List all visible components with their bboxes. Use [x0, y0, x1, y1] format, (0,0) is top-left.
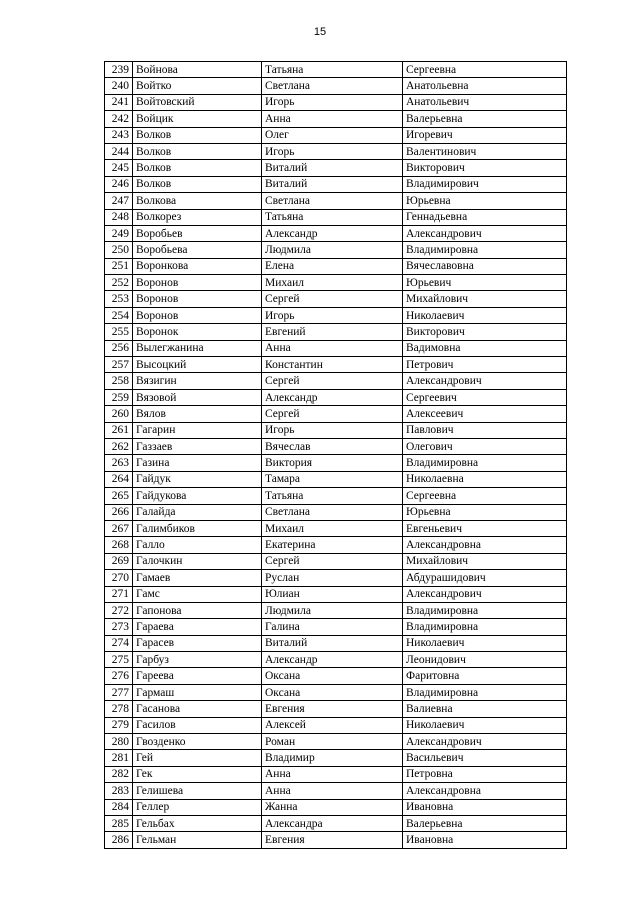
table-row	[105, 225, 567, 241]
middle-name: Владимировна	[403, 455, 567, 471]
first-name: Александр	[262, 225, 403, 241]
table-row	[105, 717, 567, 733]
row-number: 284	[105, 799, 133, 815]
middle-name: Сергеевна	[403, 488, 567, 504]
first-name: Михаил	[262, 520, 403, 536]
middle-name: Александрович	[403, 225, 567, 241]
first-name: Анна	[262, 340, 403, 356]
last-name: Гельбах	[133, 815, 262, 831]
row-number: 258	[105, 373, 133, 389]
middle-name: Александровна	[403, 537, 567, 553]
table-row	[105, 143, 567, 159]
last-name: Волкорез	[133, 209, 262, 225]
last-name: Вялов	[133, 406, 262, 422]
first-name: Виталий	[262, 160, 403, 176]
row-number: 248	[105, 209, 133, 225]
middle-name: Анатольевна	[403, 78, 567, 94]
last-name: Войнова	[133, 62, 262, 78]
first-name: Людмила	[262, 242, 403, 258]
middle-name: Владимирович	[403, 176, 567, 192]
table-row	[105, 701, 567, 717]
row-number: 261	[105, 422, 133, 438]
table-row	[105, 307, 567, 323]
table-row	[105, 750, 567, 766]
first-name: Жанна	[262, 799, 403, 815]
middle-name: Вячеславовна	[403, 258, 567, 274]
table-row	[105, 62, 567, 78]
table-row	[105, 488, 567, 504]
first-name: Елена	[262, 258, 403, 274]
middle-name: Николаевна	[403, 471, 567, 487]
table-row	[105, 553, 567, 569]
middle-name: Анатольевич	[403, 94, 567, 110]
row-number: 285	[105, 815, 133, 831]
last-name: Геллер	[133, 799, 262, 815]
first-name: Виталий	[262, 176, 403, 192]
row-number: 281	[105, 750, 133, 766]
middle-name: Владимировна	[403, 242, 567, 258]
middle-name: Игоревич	[403, 127, 567, 143]
last-name: Гарасев	[133, 635, 262, 651]
first-name: Евгения	[262, 832, 403, 848]
first-name: Александра	[262, 815, 403, 831]
row-number: 264	[105, 471, 133, 487]
last-name: Гвозденко	[133, 734, 262, 750]
last-name: Волков	[133, 127, 262, 143]
last-name: Газзаев	[133, 438, 262, 454]
page-number: 15	[313, 26, 327, 38]
first-name: Сергей	[262, 291, 403, 307]
table-row	[105, 586, 567, 602]
table-row	[105, 258, 567, 274]
middle-name: Владимировна	[403, 684, 567, 700]
last-name: Волкова	[133, 193, 262, 209]
last-name: Войтко	[133, 78, 262, 94]
last-name: Гелишева	[133, 783, 262, 799]
last-name: Гарбуз	[133, 652, 262, 668]
table-row	[105, 799, 567, 815]
table-row	[105, 78, 567, 94]
table-row	[105, 455, 567, 471]
row-number: 268	[105, 537, 133, 553]
middle-name: Николаевич	[403, 635, 567, 651]
middle-name: Николаевич	[403, 717, 567, 733]
middle-name: Алексеевич	[403, 406, 567, 422]
first-name: Михаил	[262, 275, 403, 291]
last-name: Гек	[133, 766, 262, 782]
last-name: Войтовский	[133, 94, 262, 110]
table-row	[105, 815, 567, 831]
middle-name: Михайлович	[403, 553, 567, 569]
row-number: 270	[105, 570, 133, 586]
row-number: 279	[105, 717, 133, 733]
row-number: 244	[105, 143, 133, 159]
first-name: Людмила	[262, 602, 403, 618]
first-name: Евгений	[262, 324, 403, 340]
table-row	[105, 340, 567, 356]
last-name: Воронкова	[133, 258, 262, 274]
table-row	[105, 602, 567, 618]
last-name: Гармаш	[133, 684, 262, 700]
last-name: Галло	[133, 537, 262, 553]
last-name: Гараева	[133, 619, 262, 635]
first-name: Сергей	[262, 406, 403, 422]
first-name: Александр	[262, 652, 403, 668]
row-number: 247	[105, 193, 133, 209]
row-number: 262	[105, 438, 133, 454]
middle-name: Юрьевич	[403, 275, 567, 291]
table-row	[105, 570, 567, 586]
last-name: Воронов	[133, 275, 262, 291]
middle-name: Николаевич	[403, 307, 567, 323]
row-number: 282	[105, 766, 133, 782]
first-name: Роман	[262, 734, 403, 750]
table-row	[105, 520, 567, 536]
first-name: Сергей	[262, 373, 403, 389]
middle-name: Владимировна	[403, 619, 567, 635]
middle-name: Леонидович	[403, 652, 567, 668]
table-row	[105, 242, 567, 258]
first-name: Игорь	[262, 307, 403, 323]
last-name: Гей	[133, 750, 262, 766]
last-name: Воронов	[133, 307, 262, 323]
table-row	[105, 94, 567, 110]
middle-name: Геннадьевна	[403, 209, 567, 225]
middle-name: Валиевна	[403, 701, 567, 717]
row-number: 245	[105, 160, 133, 176]
middle-name: Васильевич	[403, 750, 567, 766]
first-name: Сергей	[262, 553, 403, 569]
table-row	[105, 111, 567, 127]
middle-name: Владимировна	[403, 602, 567, 618]
table-row	[105, 652, 567, 668]
first-name: Галина	[262, 619, 403, 635]
table-row	[105, 406, 567, 422]
row-number: 259	[105, 389, 133, 405]
last-name: Воронов	[133, 291, 262, 307]
middle-name: Фаритовна	[403, 668, 567, 684]
row-number: 252	[105, 275, 133, 291]
last-name: Вязигин	[133, 373, 262, 389]
last-name: Гайдукова	[133, 488, 262, 504]
middle-name: Викторович	[403, 324, 567, 340]
first-name: Константин	[262, 357, 403, 373]
middle-name: Валерьевна	[403, 111, 567, 127]
middle-name: Александрович	[403, 734, 567, 750]
first-name: Анна	[262, 783, 403, 799]
table-row	[105, 438, 567, 454]
row-number: 275	[105, 652, 133, 668]
table-row	[105, 324, 567, 340]
row-number: 274	[105, 635, 133, 651]
first-name: Оксана	[262, 668, 403, 684]
first-name: Татьяна	[262, 62, 403, 78]
first-name: Алексей	[262, 717, 403, 733]
middle-name: Александрович	[403, 373, 567, 389]
last-name: Гамс	[133, 586, 262, 602]
last-name: Воронок	[133, 324, 262, 340]
last-name: Гагарин	[133, 422, 262, 438]
table-row	[105, 291, 567, 307]
middle-name: Вадимовна	[403, 340, 567, 356]
row-number: 254	[105, 307, 133, 323]
first-name: Олег	[262, 127, 403, 143]
middle-name: Павлович	[403, 422, 567, 438]
middle-name: Петрович	[403, 357, 567, 373]
last-name: Гасанова	[133, 701, 262, 717]
table-row	[105, 537, 567, 553]
table-row	[105, 734, 567, 750]
table-row	[105, 373, 567, 389]
row-number: 280	[105, 734, 133, 750]
first-name: Владимир	[262, 750, 403, 766]
table-row	[105, 389, 567, 405]
first-name: Светлана	[262, 78, 403, 94]
first-name: Екатерина	[262, 537, 403, 553]
middle-name: Юрьевна	[403, 504, 567, 520]
row-number: 267	[105, 520, 133, 536]
first-name: Светлана	[262, 193, 403, 209]
table-row	[105, 275, 567, 291]
table-row	[105, 422, 567, 438]
row-number: 255	[105, 324, 133, 340]
row-number: 253	[105, 291, 133, 307]
middle-name: Михайлович	[403, 291, 567, 307]
middle-name: Валентинович	[403, 143, 567, 159]
name-table	[104, 61, 567, 849]
first-name: Игорь	[262, 143, 403, 159]
row-number: 269	[105, 553, 133, 569]
middle-name: Ивановна	[403, 832, 567, 848]
table-row	[105, 176, 567, 192]
row-number: 256	[105, 340, 133, 356]
last-name: Вязовой	[133, 389, 262, 405]
row-number: 260	[105, 406, 133, 422]
last-name: Гайдук	[133, 471, 262, 487]
middle-name: Евгеньевич	[403, 520, 567, 536]
last-name: Гельман	[133, 832, 262, 848]
first-name: Евгения	[262, 701, 403, 717]
first-name: Светлана	[262, 504, 403, 520]
first-name: Анна	[262, 766, 403, 782]
middle-name: Ивановна	[403, 799, 567, 815]
last-name: Волков	[133, 176, 262, 192]
table-row	[105, 504, 567, 520]
row-number: 250	[105, 242, 133, 258]
row-number: 278	[105, 701, 133, 717]
last-name: Волков	[133, 160, 262, 176]
row-number: 277	[105, 684, 133, 700]
table-row	[105, 684, 567, 700]
first-name: Виталий	[262, 635, 403, 651]
middle-name: Викторович	[403, 160, 567, 176]
row-number: 271	[105, 586, 133, 602]
first-name: Руслан	[262, 570, 403, 586]
last-name: Вылегжанина	[133, 340, 262, 356]
row-number: 242	[105, 111, 133, 127]
middle-name: Сергеевна	[403, 62, 567, 78]
last-name: Гасилов	[133, 717, 262, 733]
row-number: 257	[105, 357, 133, 373]
last-name: Высоцкий	[133, 357, 262, 373]
table-row	[105, 783, 567, 799]
row-number: 251	[105, 258, 133, 274]
table-row	[105, 766, 567, 782]
first-name: Татьяна	[262, 209, 403, 225]
row-number: 240	[105, 78, 133, 94]
last-name: Волков	[133, 143, 262, 159]
row-number: 239	[105, 62, 133, 78]
first-name: Тамара	[262, 471, 403, 487]
last-name: Гапонова	[133, 602, 262, 618]
first-name: Юлиан	[262, 586, 403, 602]
first-name: Александр	[262, 389, 403, 405]
middle-name: Валерьевна	[403, 815, 567, 831]
last-name: Гамаев	[133, 570, 262, 586]
row-number: 249	[105, 225, 133, 241]
row-number: 243	[105, 127, 133, 143]
first-name: Игорь	[262, 94, 403, 110]
table-row	[105, 668, 567, 684]
last-name: Галайда	[133, 504, 262, 520]
table-row	[105, 832, 567, 848]
row-number: 265	[105, 488, 133, 504]
table-row	[105, 635, 567, 651]
middle-name: Абдурашидович	[403, 570, 567, 586]
row-number: 286	[105, 832, 133, 848]
middle-name: Олегович	[403, 438, 567, 454]
row-number: 276	[105, 668, 133, 684]
row-number: 241	[105, 94, 133, 110]
first-name: Оксана	[262, 684, 403, 700]
middle-name: Петровна	[403, 766, 567, 782]
last-name: Галочкин	[133, 553, 262, 569]
row-number: 272	[105, 602, 133, 618]
table-row	[105, 127, 567, 143]
table-row	[105, 471, 567, 487]
table-row	[105, 193, 567, 209]
row-number: 273	[105, 619, 133, 635]
first-name: Анна	[262, 111, 403, 127]
row-number: 283	[105, 783, 133, 799]
first-name: Виктория	[262, 455, 403, 471]
table-row	[105, 619, 567, 635]
table-row	[105, 357, 567, 373]
last-name: Газина	[133, 455, 262, 471]
table-row	[105, 160, 567, 176]
first-name: Игорь	[262, 422, 403, 438]
middle-name: Александровна	[403, 783, 567, 799]
last-name: Воробьева	[133, 242, 262, 258]
middle-name: Юрьевна	[403, 193, 567, 209]
row-number: 266	[105, 504, 133, 520]
row-number: 263	[105, 455, 133, 471]
last-name: Галимбиков	[133, 520, 262, 536]
table-row	[105, 209, 567, 225]
first-name: Татьяна	[262, 488, 403, 504]
middle-name: Александрович	[403, 586, 567, 602]
row-number: 246	[105, 176, 133, 192]
first-name: Вячеслав	[262, 438, 403, 454]
last-name: Войцик	[133, 111, 262, 127]
last-name: Воробьев	[133, 225, 262, 241]
name-table-body	[105, 62, 567, 849]
last-name: Гареева	[133, 668, 262, 684]
middle-name: Сергеевич	[403, 389, 567, 405]
